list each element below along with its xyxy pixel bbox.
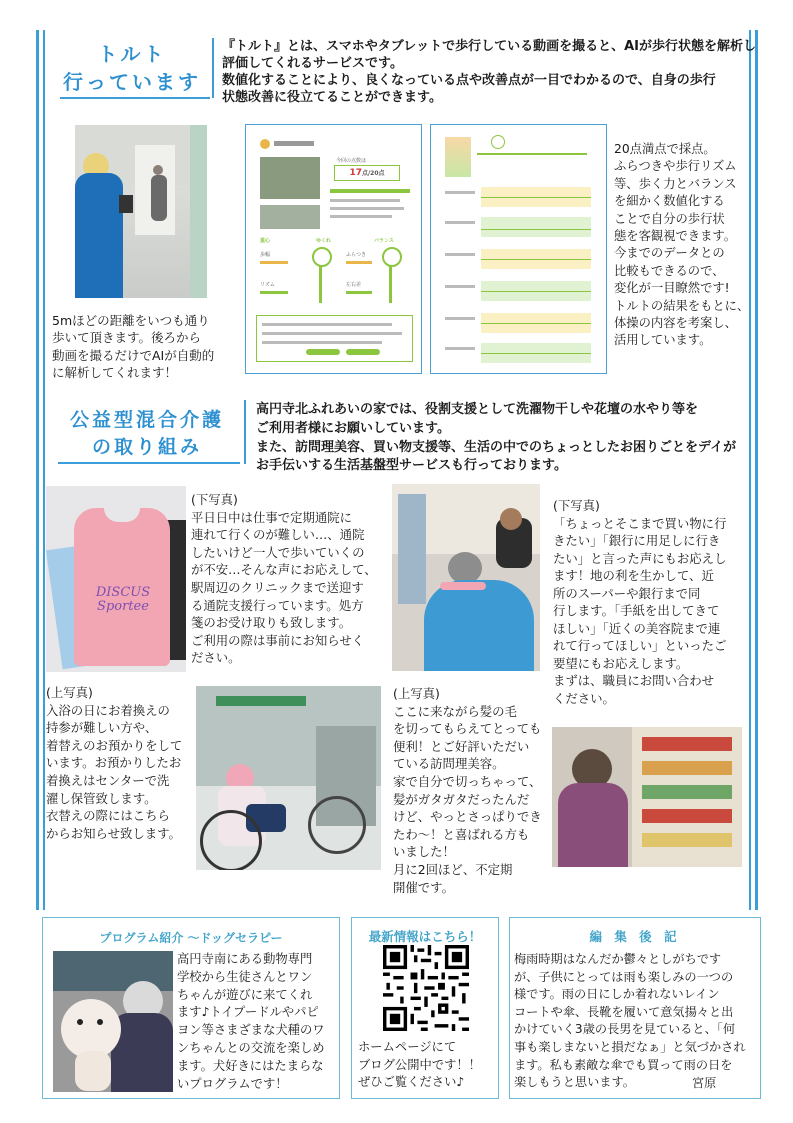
tolt-report-text: 20点満点で採点。 ふらつきや歩行リズム 等、歩く力とバランス を細かく数値化する ことで自分の歩行状 態を客観視できます。 今までのデータとの 比較もできるので、 変化が一目瞭然です! トルトの結果をもとに、 体操の内容を考案し、 活用しています。: [614, 142, 750, 348]
walker-figure-1: [312, 247, 332, 267]
mixed-care-title-line2: の取り組み: [91, 436, 202, 458]
shirt-print-line2: Sportee: [97, 599, 149, 614]
editor-text: 梅雨時期はなんだか鬱々としがちです が、子供にとっては雨も楽しみの一つの 様です。雨の日にしか着れないレイン コートや傘、長靴を履いて意気揚々と出 かけていく3歳の長男を見ていると、「何 事も楽しまないと損だなぁ」と気づかされ ます。私も素敵な傘でも買って雨の日を 楽しもうと思います。: [514, 952, 746, 1090]
shopping-support-text: (下写真) 「ちょっとそこまで買い物に行 きたい」「銀行に用足しに行き たい」と言った声にもお応えし ます！地の利を生かして、近 所のスーパーや銀行まで同 行します。「手紙を出してきて ほしい」「近くの美容院まで連 れて行ってほしい」といったご 要望にもお応えします。 まずは、職員にお問い合わせ ください。: [553, 498, 727, 706]
wheelchair-photo: [196, 686, 381, 870]
news-text: ホームページにて ブログ公開中です！！ ぜひご覧ください♪: [358, 1040, 481, 1089]
label-sway: ふらつき: [346, 252, 366, 258]
left-border-line-inner: [43, 30, 45, 910]
score-label: 今回の点数は: [336, 158, 367, 164]
dog-therapy-photo: [53, 951, 173, 1092]
label-balance: 左右差: [346, 282, 362, 288]
editor-signature: 宮原: [692, 1076, 717, 1090]
left-border-line: [36, 30, 39, 910]
clothes-photo: [46, 486, 186, 672]
program-box: [42, 917, 340, 1099]
program-title: プログラム紹介 ～ドッグセラピー: [99, 931, 283, 945]
barber-service-text: (上写真) ここに来ながら髪の毛 を切ってもらえてとっても 便利！とご好評いただい ている訪問理美容。 家で自分で切っちゃって、 髪がガタガタだったんだ けど、やっとさっぱりでき たわ～！と喜ばれる方も いました！ 月に2回ほど、不定期 開催です。: [393, 686, 542, 895]
news-box: [351, 917, 499, 1099]
tolt-title-line2: 行っています: [63, 70, 201, 94]
tolt-title: [52, 40, 212, 96]
mixed-care-title-line1: 公益型混合介護: [69, 409, 224, 431]
mixed-care-title: [48, 407, 246, 461]
hospital-support-text: (下写真) 平日日中は仕事で定期通院に 連れて行くのが難しい…、通院 したいけど一人で歩いていくの が不安…そんな声にお応えして、 駅周辺のクリニックまで送迎す る通院支援行っています。処方 箋のお受け取りも致します。 ご利用の際は事前にお知らせく ださい。: [191, 492, 377, 666]
tolt-title-divider: [212, 38, 214, 98]
legend-1: 重心: [260, 238, 271, 244]
walker-figure-2: [382, 247, 402, 267]
program-text: 高円寺南にある動物専門 学校から生徒さんとワン ちゃんが遊びに来てくれ ます♪トイプードルやパピ ヨン等さまざまな犬種のワ ンちゃんとの交流を楽しめ ます。犬好きにはたまらな いプログラムです！: [177, 952, 325, 1091]
editor-box: [509, 917, 761, 1099]
tolt-report-card-1: [245, 124, 422, 374]
mixed-care-title-divider: [244, 400, 246, 464]
tolt-intro: 『トルト』とは、スマホやタブレットで歩行している動画を撮ると、AIが歩行状態を解析し 評価してくれるサービスです。 数値化することにより、良くなっている点や改善点が一目でわかるので、自身の歩行 状態改善に役立てることができます。: [222, 39, 756, 105]
score-unit: 点/20点: [361, 170, 385, 177]
news-title: 最新情報はこちら！: [368, 929, 482, 944]
mixed-care-title-underline: [58, 462, 240, 464]
shirt-print-line1: DISCUS: [95, 585, 151, 600]
label-rhythm: リズム: [260, 282, 275, 288]
mixed-care-intro: 高円寺北ふれあいの家では、役割支援として洗濯物干しや花壇の水やり等を ご利用者様にお願いしています。 また、訪問理美容、買い物支援等、生活の中でのちょっとしたお困りごとをデイが お手伝いする生活基盤型サービスも行っております。: [256, 402, 737, 474]
editor-title: 編 集 後 記: [589, 929, 681, 944]
shopping-photo: [552, 727, 742, 867]
barber-photo: [392, 484, 540, 671]
walking-photo-caption: 5mほどの距離をいつも通り 歩いて頂きます。後ろから 動画を撮るだけでAIが自動的 に解析してくれます！: [52, 313, 215, 380]
tolt-report-card-2: [430, 124, 607, 374]
score-value: 17: [349, 168, 362, 178]
score-box: [334, 165, 400, 181]
legend-3: バランス: [374, 238, 394, 244]
legend-2: ゆくれ: [316, 238, 332, 244]
laundry-support-text: (上写真) 入浴の日にお着換えの 持参が難しい方や、 着替えのお預かりをして います。お預かりしたお 着換えはセンターで洗 濯し保管致します。 衣替えの際にはこちら からお知らせ致します。: [46, 685, 183, 841]
tolt-title-underline: [60, 97, 210, 99]
qr-code-icon: [383, 945, 469, 1031]
tolt-title-line1: トルト: [97, 42, 167, 66]
walking-photo: [75, 125, 207, 298]
label-stride: 歩幅: [260, 252, 271, 258]
shirt-print: [82, 586, 164, 614]
